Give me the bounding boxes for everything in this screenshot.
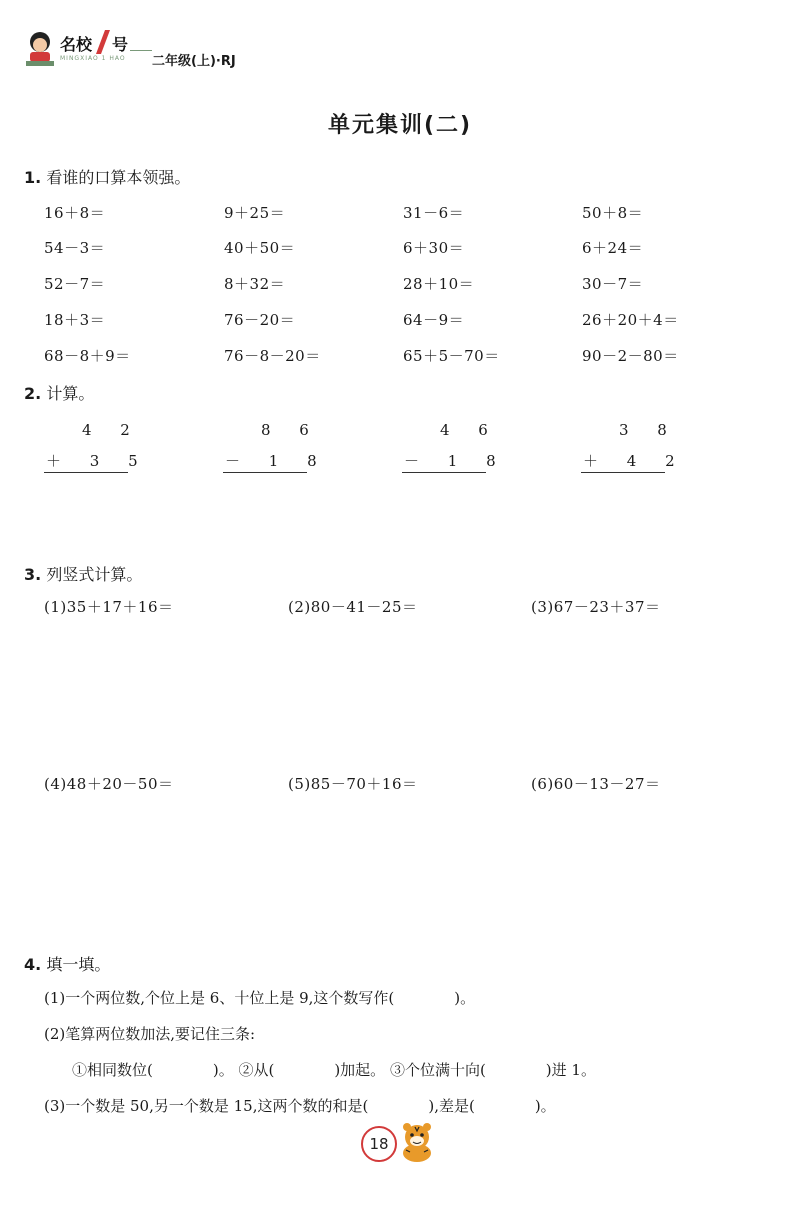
grade-label: 二年级(上)·RJ bbox=[152, 54, 236, 69]
q1-expr: 6＋24＝ bbox=[582, 239, 644, 257]
q1-heading bbox=[24, 165, 190, 188]
q1-expr: 40＋50＝ bbox=[224, 239, 296, 257]
q2-vertical-rule bbox=[402, 472, 486, 473]
q2-heading bbox=[24, 381, 94, 404]
q1-expr: 50＋8＝ bbox=[582, 204, 644, 222]
q1-expr: 9＋25＝ bbox=[224, 204, 286, 222]
q2-vertical-bottom: ＋ 4 2 bbox=[583, 452, 687, 470]
q3-item: (6)60－13－27＝ bbox=[531, 775, 661, 793]
q1-expr: 8＋32＝ bbox=[224, 275, 286, 293]
q2-number: 2. bbox=[24, 384, 42, 403]
q1-expr: 76－20＝ bbox=[224, 311, 296, 329]
q1-expr: 54－3＝ bbox=[44, 239, 106, 257]
q1-expr: 16＋8＝ bbox=[44, 204, 106, 222]
q1-expr: 90－2－80＝ bbox=[582, 347, 679, 365]
q2-vertical-rule bbox=[223, 472, 307, 473]
q3-item: (1)35＋17＋16＝ bbox=[44, 598, 174, 616]
header-logo bbox=[22, 28, 152, 68]
q3-item: (4)48＋20－50＝ bbox=[44, 775, 174, 793]
slash-mark-icon bbox=[96, 30, 110, 54]
q1-expr: 28＋10＝ bbox=[403, 275, 475, 293]
q1-text: 看谁的口算本领强。 bbox=[46, 168, 191, 187]
q2-vertical-bottom: － 1 8 bbox=[404, 452, 508, 470]
brand-name-right: 号 bbox=[112, 35, 129, 54]
q3-item: (5)85－70＋16＝ bbox=[288, 775, 418, 793]
q1-expr: 30－7＝ bbox=[582, 275, 644, 293]
q1-number: 1. bbox=[24, 168, 42, 187]
q4-number: 4. bbox=[24, 955, 42, 974]
q4-line-2: (2)笔算两位数加法,要记住三条: bbox=[44, 1025, 256, 1043]
brand-name-left: 名校 bbox=[60, 35, 93, 54]
q4-text: 填一填。 bbox=[46, 955, 111, 974]
tiger-mascot-icon bbox=[396, 1120, 438, 1164]
page-number: 18 bbox=[361, 1126, 397, 1162]
q1-expr: 76－8－20＝ bbox=[224, 347, 321, 365]
q1-expr: 52－7＝ bbox=[44, 275, 106, 293]
q4-line-3: ①相同数位( )。 ②从( )加起。 ③个位满十向( )进 1。 bbox=[72, 1061, 596, 1079]
header-divider bbox=[130, 50, 152, 51]
q1-expr: 6＋30＝ bbox=[403, 239, 465, 257]
q2-text: 计算。 bbox=[46, 384, 95, 403]
q4-heading bbox=[24, 952, 110, 975]
q2-vertical-top: 3 8 bbox=[619, 421, 679, 439]
q2-vertical-bottom: － 1 8 bbox=[225, 452, 329, 470]
q2-vertical-rule bbox=[581, 472, 665, 473]
q1-expr: 64－9＝ bbox=[403, 311, 465, 329]
q1-expr: 26＋20＋4＝ bbox=[582, 311, 679, 329]
q1-expr: 18＋3＝ bbox=[44, 311, 106, 329]
q3-heading bbox=[24, 562, 142, 585]
q3-text: 列竖式计算。 bbox=[46, 565, 143, 584]
q3-number: 3. bbox=[24, 565, 42, 584]
q4-line-4: (3)一个数是 50,另一个数是 15,这两个数的和是( ),差是( )。 bbox=[44, 1097, 556, 1115]
q4-line-1: (1)一个两位数,个位上是 6、十位上是 9,这个数写作( )。 bbox=[44, 989, 476, 1007]
q2-vertical-rule bbox=[44, 472, 128, 473]
q1-expr: 65＋5－70＝ bbox=[403, 347, 500, 365]
q1-expr: 68－8＋9＝ bbox=[44, 347, 131, 365]
q2-vertical-top: 4 6 bbox=[440, 421, 500, 439]
student-mascot-icon bbox=[22, 28, 58, 68]
q3-item: (3)67－23＋37＝ bbox=[531, 598, 661, 616]
q3-item: (2)80－41－25＝ bbox=[288, 598, 418, 616]
brand-pinyin: MINGXIAO 1 HAO bbox=[60, 55, 126, 62]
q2-vertical-top: 4 2 bbox=[82, 421, 142, 439]
page-title: 单元集训(二) bbox=[327, 113, 473, 138]
q1-expr: 31－6＝ bbox=[403, 204, 465, 222]
q2-vertical-bottom: ＋ 3 5 bbox=[46, 452, 150, 470]
q2-vertical-top: 8 6 bbox=[261, 421, 321, 439]
